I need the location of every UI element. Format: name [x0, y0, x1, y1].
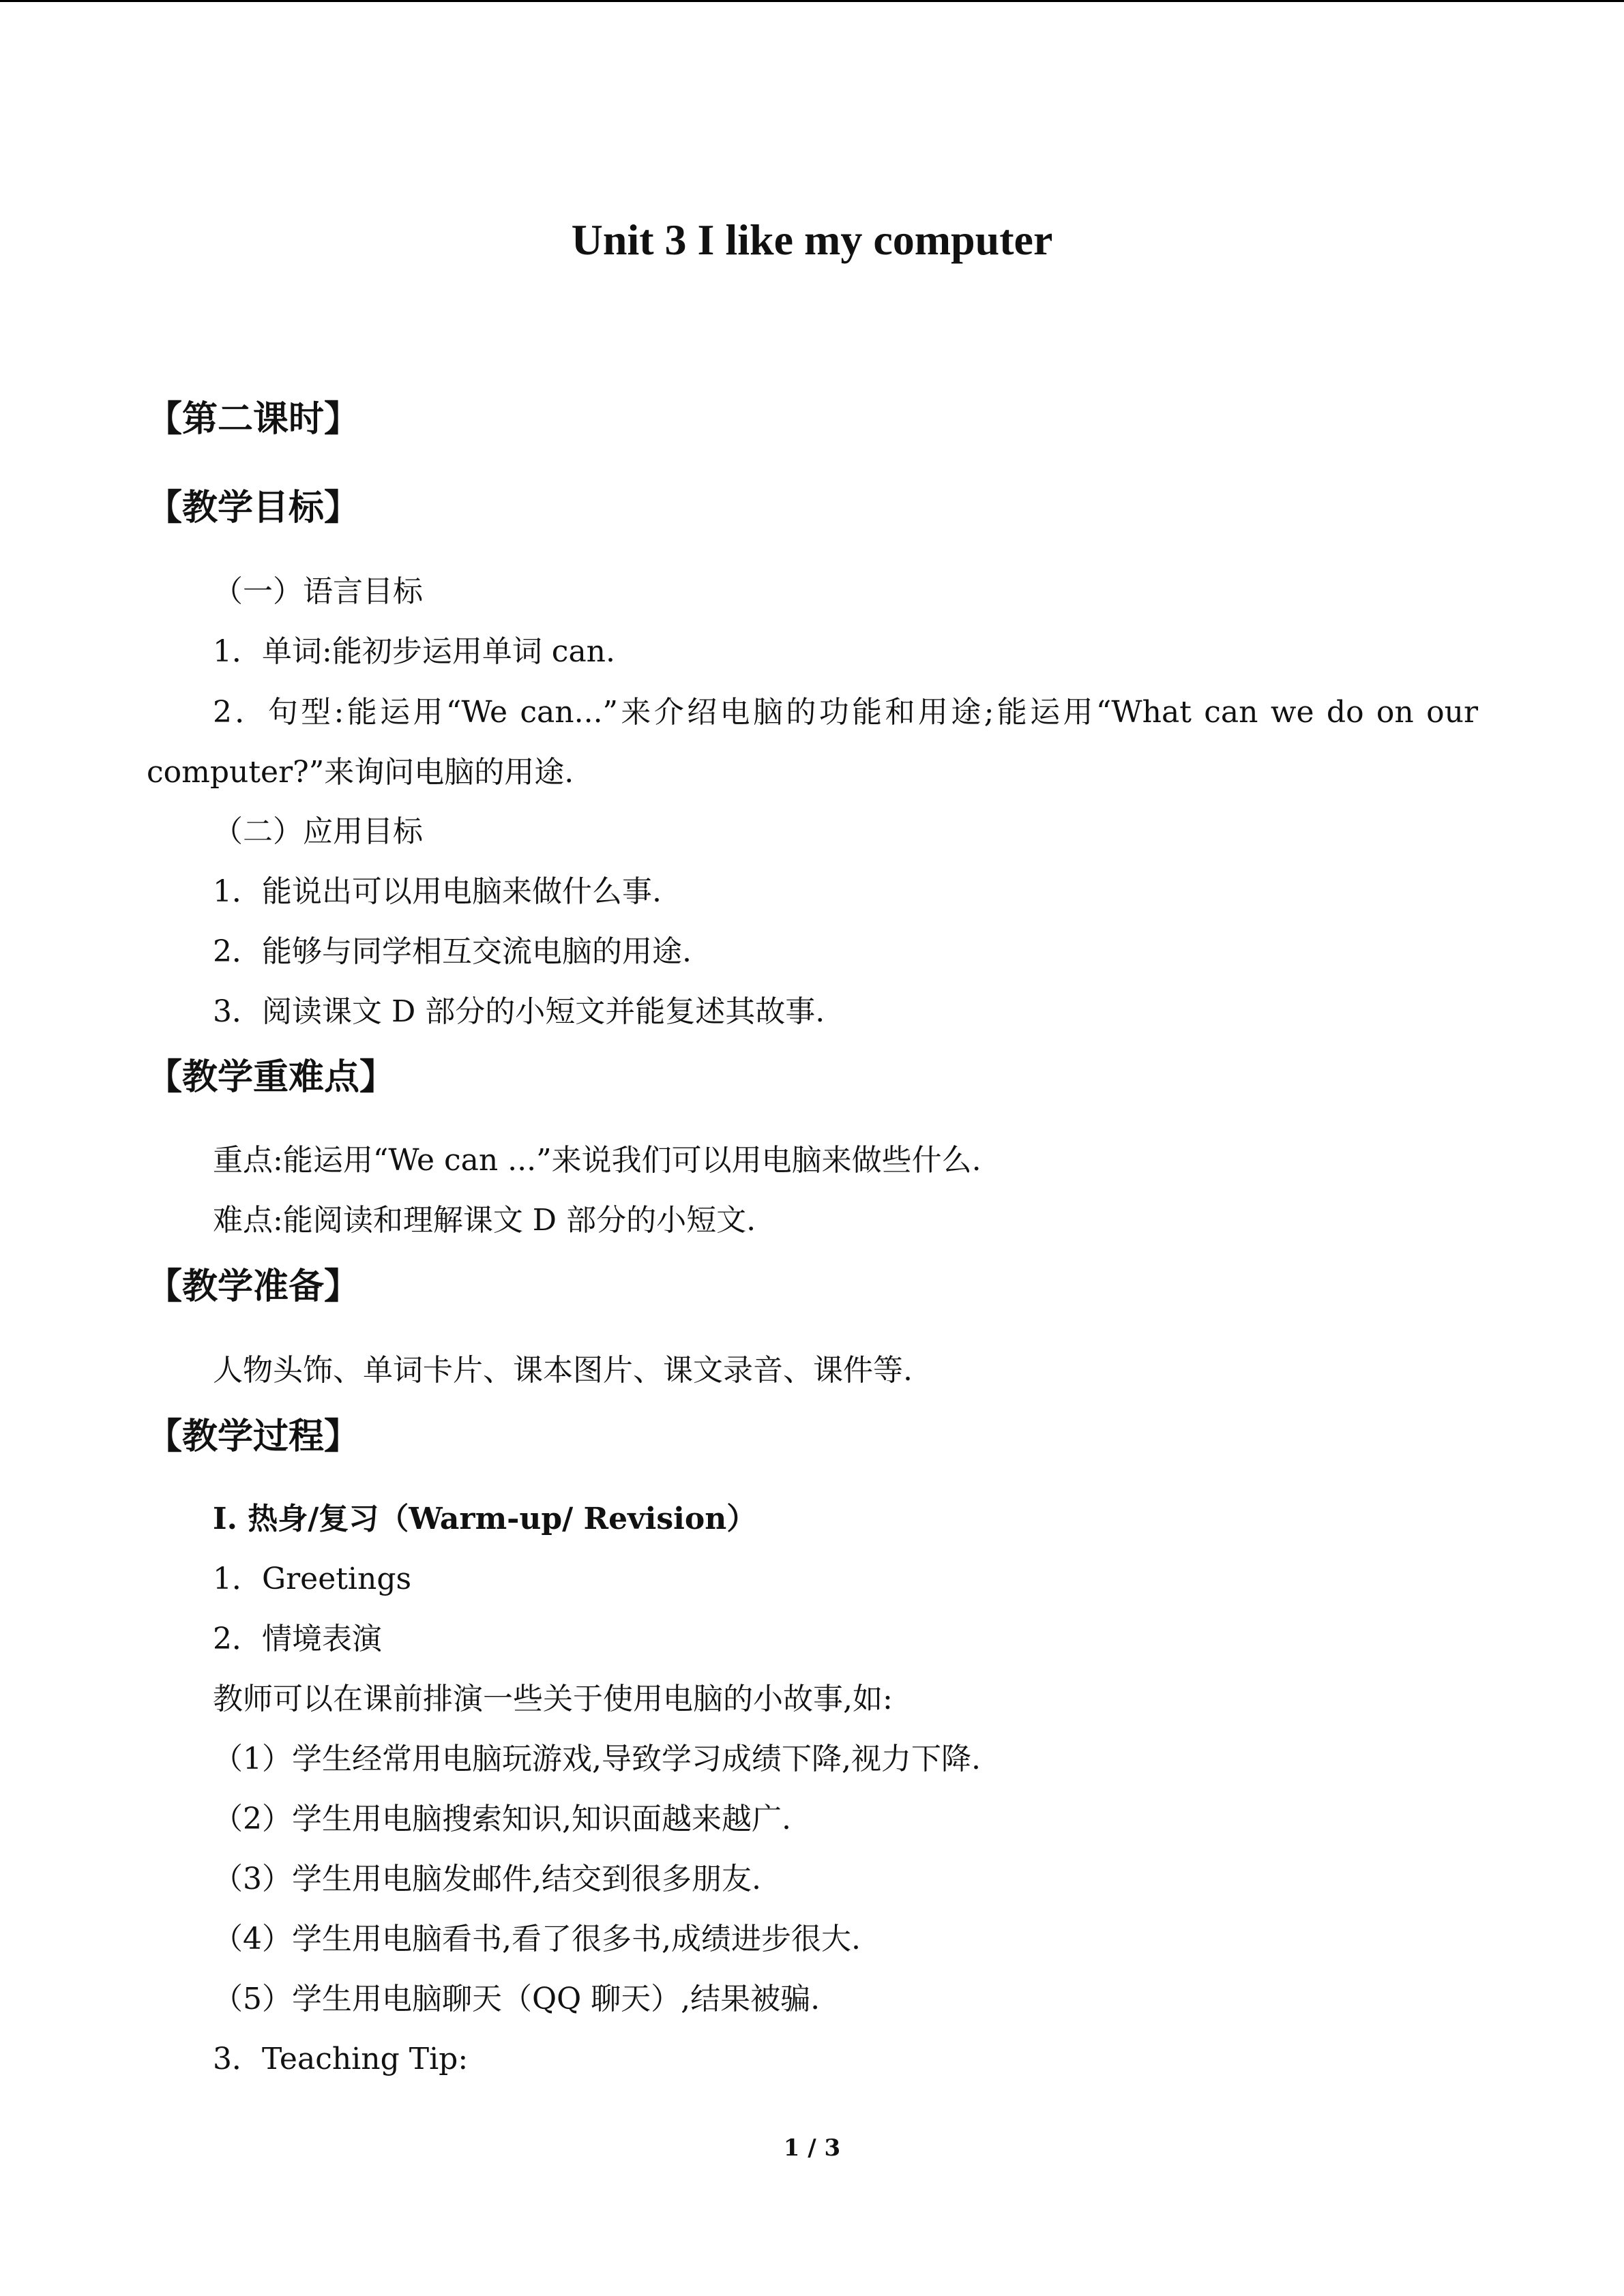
process-step-1: 1．Greetings — [213, 1562, 412, 1596]
process-step-2: 2．情境表演 — [213, 1622, 382, 1656]
process-intro: 教师可以在课前排演一些关于使用电脑的小故事,如: — [213, 1682, 893, 1716]
heading-keypoints: 【教学重难点】 — [147, 1057, 396, 1098]
goal-language-1: 1．单词:能初步运用单词 can. — [213, 634, 616, 669]
heading-process: 【教学过程】 — [147, 1416, 360, 1457]
goal-application-1: 1．能说出可以用电脑来做什么事. — [213, 874, 662, 909]
process-step-3: 3．Teaching Tip: — [213, 2042, 469, 2076]
story-item: （1）学生经常用电脑玩游戏,导致学习成绩下降,视力下降. — [213, 1742, 981, 1776]
page-number: 1 / 3 — [783, 2134, 841, 2162]
heading-prep: 【教学准备】 — [147, 1266, 360, 1307]
keypoint-key: 重点:能运用“We can ...”来说我们可以用电脑来做些什么. — [213, 1143, 981, 1178]
goal-language-2a: 2．句型:能运用“We can...”来介绍电脑的功能和用途;能运用“What can we do on our — [213, 695, 1478, 730]
prep-text: 人物头饰、单词卡片、课本图片、课文录音、课件等. — [213, 1353, 913, 1388]
story-item: （5）学生用电脑聊天（QQ 聊天）,结果被骗. — [213, 1982, 821, 2016]
heading-lesson: 【第二课时】 — [147, 399, 360, 440]
heading-goals: 【教学目标】 — [147, 488, 360, 528]
goal-application-3: 3．阅读课文 D 部分的小短文并能复述其故事. — [213, 994, 825, 1029]
goal-language-2b: computer?”来询问电脑的用途. — [147, 755, 574, 790]
top-border — [0, 0, 1624, 2]
goal-application-title: （二）应用目标 — [213, 814, 423, 849]
story-item: （3）学生用电脑发邮件,结交到很多朋友. — [213, 1862, 761, 1896]
document-title: Unit 3 I like my computer — [571, 215, 1053, 264]
keypoint-hard: 难点:能阅读和理解课文 D 部分的小短文. — [213, 1203, 756, 1238]
goal-language-title: （一）语言目标 — [213, 574, 423, 609]
process-section-1: I. 热身/复习（Warm-up/ Revision） — [213, 1502, 757, 1536]
goal-application-2: 2．能够与同学相互交流电脑的用途. — [213, 934, 692, 969]
story-item: （4）学生用电脑看书,看了很多书,成绩进步很大. — [213, 1922, 861, 1956]
story-item: （2）学生用电脑搜索知识,知识面越来越广. — [213, 1802, 791, 1836]
